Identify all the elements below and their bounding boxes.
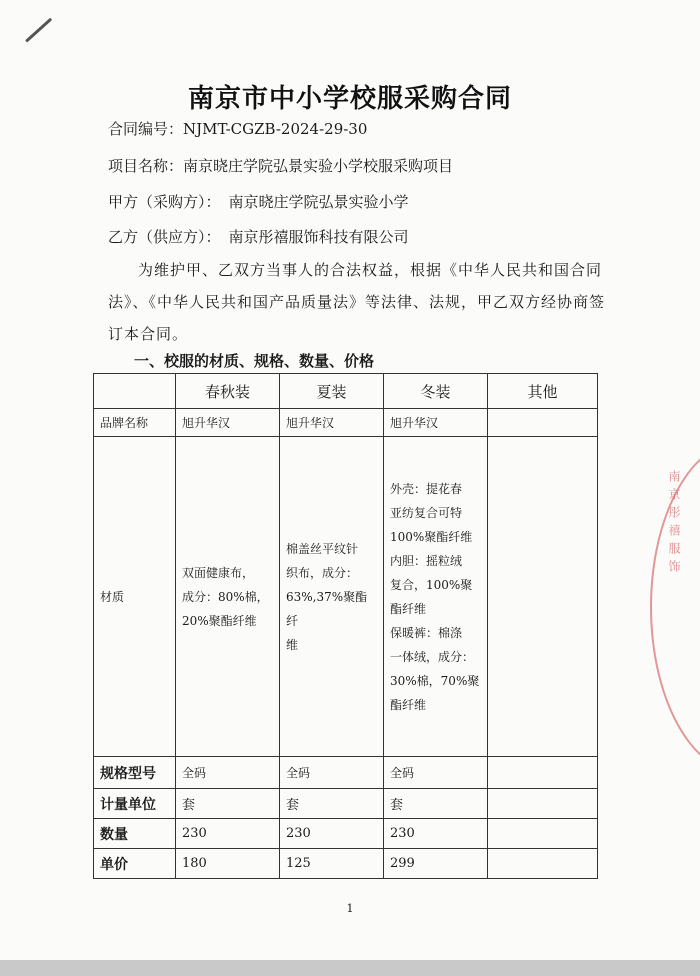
project-name-label: 项目名称： (108, 157, 184, 175)
table-cell: 230 (280, 819, 384, 849)
header-cell: 春秋装 (176, 374, 280, 409)
intro-paragraph: 为维护甲、乙双方当事人的合法权益，根据《中华人民共和国合同法》、《中华人民共和国产品质量法》等法律、法规，甲乙双方经协商签订本合同。 (108, 261, 606, 343)
table-cell: 套 (176, 789, 280, 819)
table-cell (488, 437, 598, 757)
table-cell: 棉盖丝平纹针 织布，成分： 63%,37%聚酯纤 维 (280, 437, 384, 757)
table-cell: 299 (384, 849, 488, 879)
party-a-name: 南京晓庄学院弘景实验小学 (228, 193, 409, 211)
table-cell: 230 (384, 819, 488, 849)
table-cell: 旭升华汉 (384, 409, 488, 437)
company-seal-text: 南京彤禧服饰 (667, 470, 681, 578)
table-cell: 双面健康布， 成分：80%棉， 20%聚酯纤维 (176, 437, 280, 757)
row-label: 材质 (94, 437, 176, 757)
section-heading: 一、校服的材质、规格、数量、价格 (134, 352, 375, 370)
contract-number-label: 合同编号： (108, 120, 184, 138)
table-cell: 全码 (384, 757, 488, 789)
party-b-name: 南京彤禧服饰科技有限公司 (228, 228, 409, 246)
table-cell: 125 (280, 849, 384, 879)
row-label: 品牌名称 (94, 409, 176, 437)
project-name: 南京晓庄学院弘景实验小学校服采购项目 (183, 157, 454, 175)
table-cell (488, 849, 598, 879)
table-row (94, 409, 598, 437)
table-cell: 套 (280, 789, 384, 819)
table-cell: 全码 (280, 757, 384, 789)
row-label: 单价 (94, 849, 176, 879)
table-cell (488, 757, 598, 789)
table-cell: 旭升华汉 (176, 409, 280, 437)
table-cell: 230 (176, 819, 280, 849)
header-cell: 冬装 (384, 374, 488, 409)
row-label: 规格型号 (94, 757, 176, 789)
table-row (94, 437, 598, 757)
header-cell: 夏装 (280, 374, 384, 409)
table-cell (488, 819, 598, 849)
scan-edge (0, 960, 700, 976)
spec-table (93, 373, 598, 879)
party-a-label: 甲方（采购方）： (108, 193, 221, 211)
table-header-row (94, 374, 598, 409)
contract-number-line (108, 118, 367, 139)
table-row (94, 789, 598, 819)
party-b-label: 乙方（供应方）： (108, 228, 221, 246)
page-number: 1 (346, 902, 354, 915)
table-cell: 旭升华汉 (280, 409, 384, 437)
project-name-line (108, 155, 453, 176)
party-b-line (108, 226, 409, 247)
contract-number: NJMT-CGZB-2024-29-30 (183, 120, 368, 138)
header-cell (94, 374, 176, 409)
party-a-line (108, 191, 409, 212)
header-cell: 其他 (488, 374, 598, 409)
table-row (94, 757, 598, 789)
contract-title: 南京市中小学校服采购合同 (187, 84, 512, 114)
table-cell: 180 (176, 849, 280, 879)
table-cell: 套 (384, 789, 488, 819)
row-label: 计量单位 (94, 789, 176, 819)
row-label: 数量 (94, 819, 176, 849)
table-cell: 全码 (176, 757, 280, 789)
table-cell (488, 789, 598, 819)
table-row (94, 849, 598, 879)
table-cell (488, 409, 598, 437)
pen-mark (25, 18, 52, 43)
table-row (94, 819, 598, 849)
table-cell: 外壳：提花春 亚纺复合可特 100%聚酯纤维 内胆：摇粒绒 复合，100%聚 酯纤维 保暖裤：棉涤 一体绒，成分： 30%棉，70%聚 酯纤维 (384, 437, 488, 757)
